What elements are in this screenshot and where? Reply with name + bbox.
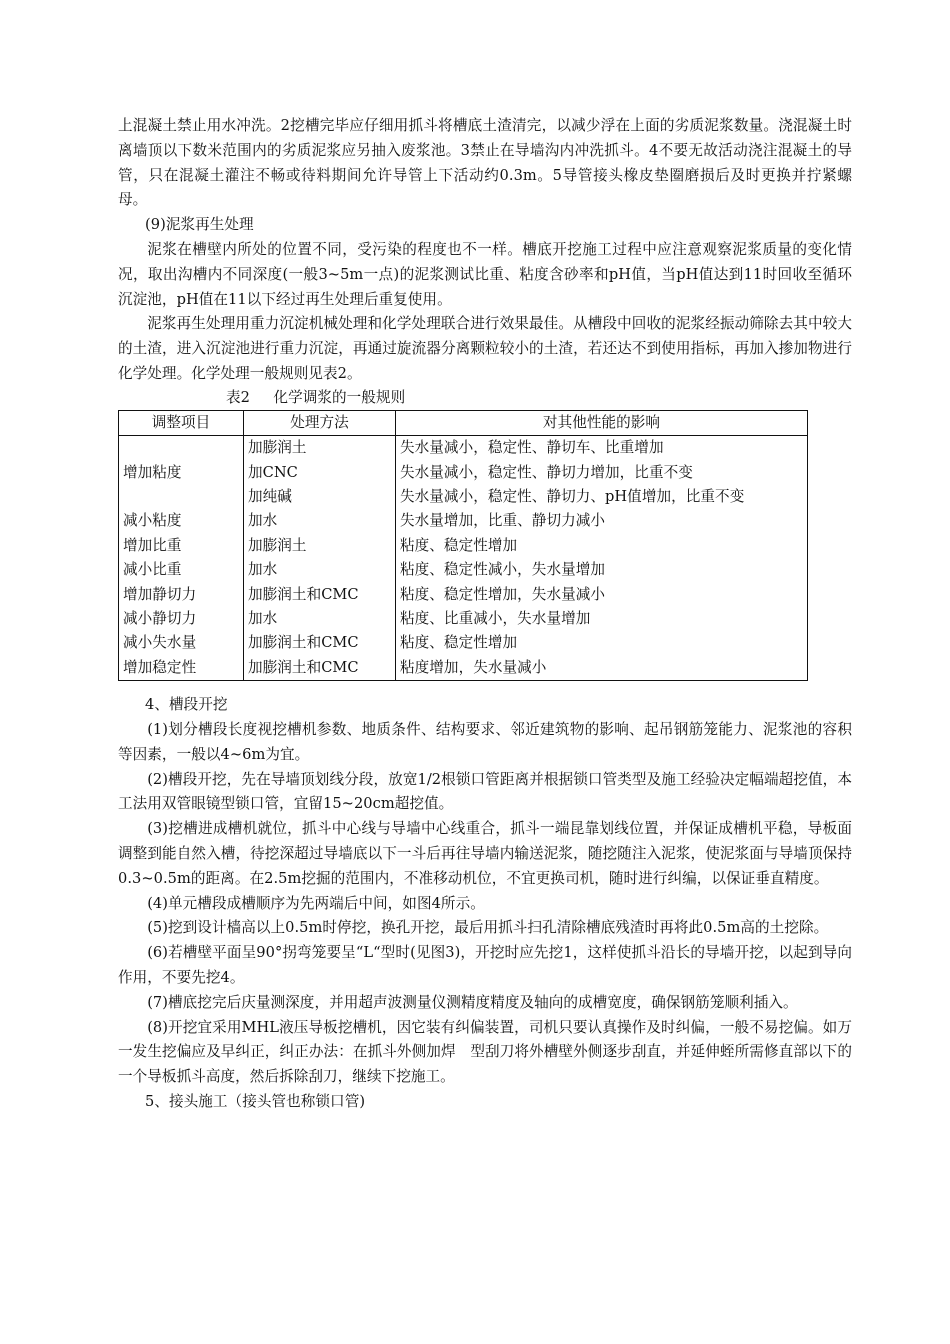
table-row <box>119 607 808 631</box>
table-cell-method: 加水 <box>244 558 396 582</box>
section4-item-2: (2)槽段开挖，先在导墙顶划线分段，放宽1/2根锁口管距离并根据锁口管类型及施工经验决定幅端超挖值，本工法用双管眼镜型锁口管，宜留15~20cm超挖值。 <box>118 770 852 813</box>
table-row <box>119 534 808 558</box>
table-cell-item: 增加比重 <box>119 534 244 558</box>
table-cell-method: 加水 <box>244 509 396 533</box>
heading-section-5: 5、接头施工（接头管也称锁口管) <box>145 1092 366 1110</box>
table-cell-method: 加膨润土 <box>244 436 396 461</box>
section4-item-6: (6)若槽壁平面呈90°拐弯笼要呈“L“型时(见图3)，开挖时应先挖1，这样使抓斗沿长的导墙开挖，以起到导向作用，不要先挖4。 <box>118 944 852 986</box>
table-cell-effect: 粘度、稳定性增加 <box>396 631 808 655</box>
table-cell-item: 减小比重 <box>119 558 244 582</box>
table-row <box>119 509 808 533</box>
document-page <box>118 114 852 1115</box>
subheading-slurry-regeneration: (9)泥浆再生处理 <box>145 216 254 234</box>
section4-item-3: (3)挖槽进成槽机就位，抓斗中心线与导墙中心线重合，抓斗一端昆靠划线位置，并保证成槽机平稳，导板面调整到能自然入槽，待挖深超过导墙底以下一斗后再往导墙内输送泥浆，随挖随注入泥浆，使泥浆面与导墙顶保持0.3~0.5m的距离。在2.5m挖掘的范围内，不准移动机位，不宜更换司机，随时进行纠编，以保证垂直精度。 <box>118 820 852 887</box>
table-cell-effect: 失水量减小，稳定性、静切车、比重增加 <box>396 436 808 461</box>
section4-item-1: (1)划分槽段长度视挖槽机参数、地质条件、结构要求、邻近建筑物的影响、起吊钢筋笼能力、泥浆池的容积等因素，一般以4~6m为宜。 <box>118 721 852 763</box>
table-cell-effect: 粘度、比重减小，失水量增加 <box>396 607 808 631</box>
table-cell-item: 减小静切力 <box>119 607 244 631</box>
table-cell-effect: 失水量增加，比重、静切力减小 <box>396 509 808 533</box>
table-cell-method: 加膨润土 <box>244 534 396 558</box>
table-cell-item: 增加静切力 <box>119 583 244 607</box>
table-cell-method: 加CNC <box>244 461 396 485</box>
section4-item-7: (7)槽底挖完后庆量测深度，并用超声波测量仪测精度精度及轴向的成槽宽度，确保钢筋笼顺利插入。 <box>147 993 798 1011</box>
table-cell-item: 减小粘度 <box>119 509 244 533</box>
table-cell-item: 减小失水量 <box>119 631 244 655</box>
header-method: 处理方法 <box>244 410 396 435</box>
spacer <box>118 681 852 693</box>
section4-item-5: (5)挖到设计樯高以上0.5m时停挖，换孔开挖，最后用抓斗扫孔清除槽底残渣时再将此0.5m高的土挖除。 <box>147 919 829 937</box>
heading-section-4: 4、槽段开挖 <box>145 696 228 714</box>
table-cell-method: 加膨润土和CMC <box>244 583 396 607</box>
table-cell-effect: 失水量减小，稳定性、静切力、pH值增加，比重不变 <box>396 485 808 509</box>
table-header-row <box>119 410 808 435</box>
table-cell-item: 增加粘度 <box>119 436 244 510</box>
section4-item-4: (4)单元槽段成槽顺序为先两端后中间，如图4所示。 <box>147 894 485 912</box>
section4-item-8: (8)开挖宜采用MHL液压导板挖槽机，因它装有纠偏装置，司机只要认真操作及时纠偏，一般不易挖偏。如万一发生挖偏应及早纠正，纠正办法：在抓斗外侧加焊 型刮刀将外槽壁外侧逐步刮直，并延伸蛭所需修直部以下的一个导板抓斗高度，然后拆除刮刀，继续下挖施工。 <box>118 1018 852 1086</box>
header-effect: 对其他性能的影响 <box>396 410 808 435</box>
table-cell-effect: 粘度增加，失水量减小 <box>396 656 808 681</box>
table-row <box>119 558 808 582</box>
table-row <box>119 436 808 461</box>
table-cell-item: 增加稳定性 <box>119 656 244 681</box>
table-cell-method: 加水 <box>244 607 396 631</box>
table-cell-method: 加膨润土和CMC <box>244 631 396 655</box>
table-cell-method: 加纯碱 <box>244 485 396 509</box>
table-caption: 表2 化学调浆的一般规则 <box>226 388 406 406</box>
paragraph-slurry-treatment: 泥浆再生处理用重力沉淀机械处理和化学处理联合进行效果最佳。从槽段中回收的泥浆经振动筛除去其中较大的土渣，进入沉淀池进行重力沉淀，再通过旋流器分离颗粒较小的土渣，若还达不到使用指标，再加入掺加物进行化学处理。化学处理一般规则见表2。 <box>118 315 852 382</box>
chemical-slurry-table <box>118 410 808 681</box>
table-cell-effect: 粘度、稳定性增加，失水量减小 <box>396 583 808 607</box>
paragraph-slurry-contamination: 泥浆在槽壁内所处的位置不同，受污染的程度也不一样。槽底开挖施工过程中应注意观察泥浆质量的变化情况，取出沟槽内不同深度(一般3~5m一点)的泥浆测试比重、粘度含砂率和pH值，当pH值达到11时回收至循环沉淀池，pH值在11以下经过再生处理后重复使用。 <box>118 240 852 308</box>
paragraph-concrete-rules: 上混凝土禁止用水冲洗。2挖槽完毕应仔细用抓斗将槽底土渣清完，以减少浮在上面的劣质泥浆数量。浇混凝土时离墙顶以下数米范围内的劣质泥浆应另抽入废浆池。3禁止在导墙沟内冲洗抓斗。4不要无故活动浇注混凝土的导管，只在混凝土灌注不畅或待料期间允许导管上下活动约0.3m。5导管接头橡皮垫圈磨损后及时更换并拧紧螺母。 <box>118 117 852 209</box>
table-cell-effect: 粘度、稳定性减小，失水量增加 <box>396 558 808 582</box>
table-cell-effect: 粘度、稳定性增加 <box>396 534 808 558</box>
header-adjust-item: 调整项目 <box>119 410 244 435</box>
table-row <box>119 631 808 655</box>
table-cell-method: 加膨润土和CMC <box>244 656 396 681</box>
table-cell-effect: 失水量减小，稳定性、静切力增加，比重不变 <box>396 461 808 485</box>
table-row <box>119 656 808 681</box>
table-row <box>119 583 808 607</box>
